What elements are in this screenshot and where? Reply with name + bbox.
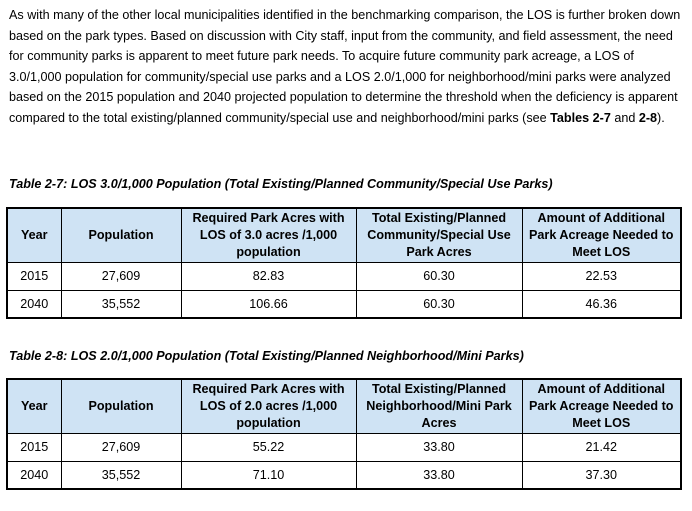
header-population: Population <box>61 208 181 262</box>
cell-population: 27,609 <box>61 433 181 461</box>
table-reference-2: 2-8 <box>638 110 658 125</box>
header-additional-acres: Amount of Additional Park Acreage Needed to Meet LOS <box>522 379 681 433</box>
cell-additional-acres: 46.36 <box>522 290 681 318</box>
table-row <box>7 461 681 489</box>
header-total-acres: Total Existing/Planned Community/Special Use Park Acres <box>356 208 522 262</box>
header-population: Population <box>61 379 181 433</box>
table-reference-1: Tables 2-7 <box>550 110 611 125</box>
cell-total-acres: 33.80 <box>356 461 522 489</box>
table-2-8 <box>6 378 682 490</box>
header-total-acres: Total Existing/Planned Neighborhood/Mini Park Acres <box>356 379 522 433</box>
cell-total-acres: 60.30 <box>356 290 522 318</box>
header-required-acres: Required Park Acres with LOS of 3.0 acres /1,000 population <box>181 208 356 262</box>
table-2-7-caption: Table 2-7: LOS 3.0/1,000 Population (Total Existing/Planned Community/Special Use Parks) <box>9 177 553 191</box>
cell-population: 35,552 <box>61 461 181 489</box>
cell-required-acres: 106.66 <box>181 290 356 318</box>
table-row <box>7 433 681 461</box>
table-row <box>7 262 681 290</box>
cell-required-acres: 82.83 <box>181 262 356 290</box>
header-year: Year <box>7 208 61 262</box>
header-additional-acres: Amount of Additional Park Acreage Needed to Meet LOS <box>522 208 681 262</box>
cell-additional-acres: 37.30 <box>522 461 681 489</box>
cell-year: 2040 <box>7 290 61 318</box>
cell-required-acres: 55.22 <box>181 433 356 461</box>
cell-total-acres: 60.30 <box>356 262 522 290</box>
table-2-7 <box>6 207 682 319</box>
cell-additional-acres: 21.42 <box>522 433 681 461</box>
header-year: Year <box>7 379 61 433</box>
cell-year: 2015 <box>7 433 61 461</box>
table-row <box>7 290 681 318</box>
cell-total-acres: 33.80 <box>356 433 522 461</box>
cell-required-acres: 71.10 <box>181 461 356 489</box>
cell-population: 27,609 <box>61 262 181 290</box>
table-header-row <box>7 208 681 262</box>
table-2-8-caption: Table 2-8: LOS 2.0/1,000 Population (Total Existing/Planned Neighborhood/Mini Parks) <box>9 349 524 363</box>
cell-year: 2015 <box>7 262 61 290</box>
paragraph-and: and <box>610 110 639 125</box>
cell-year: 2040 <box>7 461 61 489</box>
header-required-acres: Required Park Acres with LOS of 2.0 acres /1,000 population <box>181 379 356 433</box>
body-paragraph <box>9 5 683 129</box>
paragraph-end: ). <box>657 110 665 125</box>
cell-population: 35,552 <box>61 290 181 318</box>
table-header-row <box>7 379 681 433</box>
paragraph-text: As with many of the other local municipalities identified in the benchmarking comparison, the LOS is further broken down based on the park types. Based on discussion with City staff, input from the community, and field assessment, the need for community parks is apparent to meet future park needs. To acquire future community park acreage, a LOS of 3.0/1,000 population for community/special use parks and a LOS 2.0/1,000 for neighborhood/mini parks were analyzed based on the 2015 population and 2040 projected population to determine the threshold when the deficiency is apparent compared to the total existing/planned community/special use and neighborhood/mini parks (see <box>9 8 681 125</box>
cell-additional-acres: 22.53 <box>522 262 681 290</box>
